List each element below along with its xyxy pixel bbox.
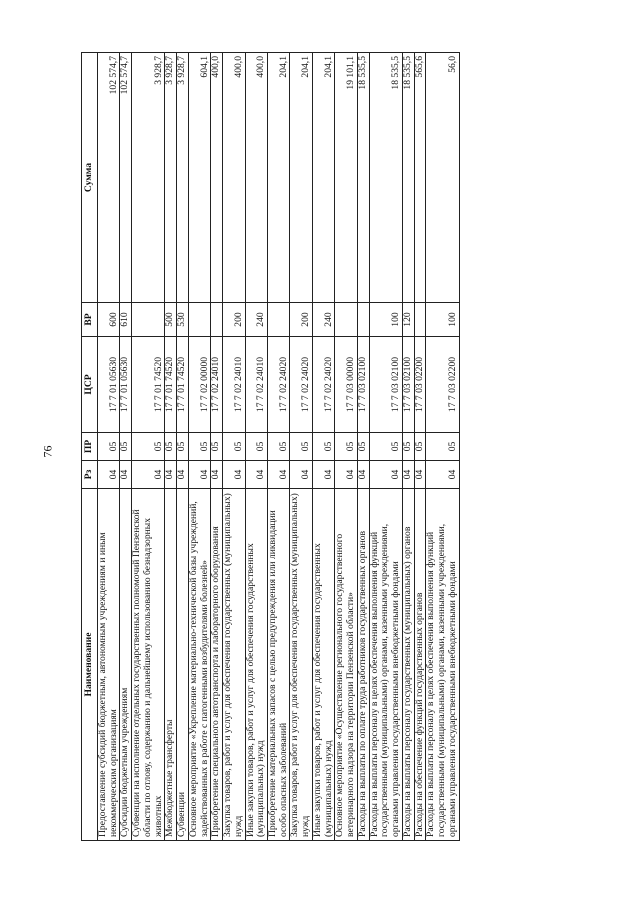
- header-vr: ВР: [82, 303, 98, 337]
- cell-rz: 04: [211, 461, 223, 489]
- table-row: [132, 53, 165, 841]
- budget-table: [81, 52, 460, 841]
- cell-name: Субсидии бюджетным учреждениям: [120, 489, 132, 841]
- cell-rz: 04: [132, 461, 165, 489]
- table-row: [165, 53, 177, 841]
- cell-vr: 500: [165, 303, 177, 337]
- cell-sum: 204,1: [290, 53, 312, 303]
- cell-csr: 17 7 03 00000: [335, 337, 357, 433]
- cell-name: Межбюджетные трансферты: [165, 489, 177, 841]
- cell-vr: [268, 303, 290, 337]
- cell-sum: 204,1: [312, 53, 334, 303]
- cell-sum: 18 535,5: [369, 53, 402, 303]
- cell-name: Закупка товаров, работ и услуг для обеспечения государственных (муниципальных) нужд: [223, 489, 245, 841]
- cell-sum: 400,0: [223, 53, 245, 303]
- header-rz: Рз: [82, 461, 98, 489]
- cell-sum: 19 101,1: [335, 53, 357, 303]
- cell-vr: 100: [426, 303, 459, 337]
- cell-rz: 04: [290, 461, 312, 489]
- cell-csr: 17 7 01 74520: [165, 337, 177, 433]
- cell-pr: 05: [211, 433, 223, 461]
- cell-sum: 56,0: [426, 53, 459, 303]
- table-row: [98, 53, 120, 841]
- table-row: [268, 53, 290, 841]
- table-row: [188, 53, 210, 841]
- cell-csr: 17 7 02 24010: [245, 337, 267, 433]
- table-row: [177, 53, 189, 841]
- table-row: [402, 53, 414, 841]
- cell-vr: [211, 303, 223, 337]
- cell-pr: 05: [165, 433, 177, 461]
- cell-name: Основное мероприятие «Укрепление материально-технической базы учреждений, задействованных в работе с патогенными возбудителями болезней»: [188, 489, 210, 841]
- table-row: [369, 53, 402, 841]
- cell-csr: 17 7 02 24020: [290, 337, 312, 433]
- cell-name: Иные закупки товаров, работ и услуг для обеспечения государственных (муниципальных) нужд: [245, 489, 267, 841]
- page-number: 76: [40, 445, 55, 458]
- cell-rz: 04: [369, 461, 402, 489]
- cell-vr: 530: [177, 303, 189, 337]
- cell-pr: 05: [290, 433, 312, 461]
- cell-vr: [357, 303, 369, 337]
- cell-pr: 05: [357, 433, 369, 461]
- cell-rz: 04: [426, 461, 459, 489]
- cell-rz: 04: [177, 461, 189, 489]
- table-row: [357, 53, 369, 841]
- cell-pr: 05: [426, 433, 459, 461]
- cell-pr: 05: [120, 433, 132, 461]
- cell-rz: 04: [188, 461, 210, 489]
- table-row: [414, 53, 426, 841]
- cell-pr: 05: [414, 433, 426, 461]
- cell-name: Закупка товаров, работ и услуг для обеспечения государственных (муниципальных) нужд: [290, 489, 312, 841]
- cell-rz: 04: [245, 461, 267, 489]
- cell-csr: 17 7 03 02200: [426, 337, 459, 433]
- cell-csr: 17 7 02 24020: [312, 337, 334, 433]
- cell-sum: 565,6: [414, 53, 426, 303]
- cell-vr: [335, 303, 357, 337]
- cell-name: Основное мероприятие «Осуществление регионального государственного ветеринарного надзора на территории Пензенской области»: [335, 489, 357, 841]
- cell-pr: 05: [223, 433, 245, 461]
- table-row: [211, 53, 223, 841]
- table-row: [335, 53, 357, 841]
- header-csr: ЦСР: [82, 337, 98, 433]
- cell-pr: 05: [98, 433, 120, 461]
- cell-rz: 04: [268, 461, 290, 489]
- cell-vr: [414, 303, 426, 337]
- table-row: [120, 53, 132, 841]
- cell-csr: 17 7 01 05630: [120, 337, 132, 433]
- cell-name: Субвенции на исполнение отдельных государственных полномочий Пензенской области по отлову, содержанию и дальнейшему использованию безнадзорных животных: [132, 489, 165, 841]
- table-row: [290, 53, 312, 841]
- cell-csr: 17 7 02 00000: [188, 337, 210, 433]
- rotated-page: [81, 53, 616, 841]
- header-name: Наименование: [82, 489, 98, 841]
- cell-vr: 240: [245, 303, 267, 337]
- cell-pr: 05: [335, 433, 357, 461]
- cell-csr: 17 7 03 02100: [402, 337, 414, 433]
- cell-vr: 200: [290, 303, 312, 337]
- cell-name: Расходы на выплаты персоналу в целях обеспечения выполнения функций государственными (муниципальными) органами, казенными учреждениями, органами управления государственными внебюджетными фондами: [426, 489, 459, 841]
- cell-sum: 400,0: [211, 53, 223, 303]
- cell-csr: 17 7 03 02200: [414, 337, 426, 433]
- cell-vr: 200: [223, 303, 245, 337]
- cell-pr: 05: [369, 433, 402, 461]
- cell-rz: 04: [223, 461, 245, 489]
- cell-sum: 18 535,5: [357, 53, 369, 303]
- cell-rz: 04: [98, 461, 120, 489]
- cell-name: Иные закупки товаров, работ и услуг для обеспечения государственных (муниципальных) нужд: [312, 489, 334, 841]
- cell-sum: 204,1: [268, 53, 290, 303]
- cell-name: Расходы на обеспечение функций государственных органов: [414, 489, 426, 841]
- cell-pr: 05: [312, 433, 334, 461]
- cell-name: Расходы на выплаты персоналу государственных (муниципальных) органов: [402, 489, 414, 841]
- cell-sum: 400,0: [245, 53, 267, 303]
- cell-vr: 240: [312, 303, 334, 337]
- table-body: [98, 53, 460, 841]
- cell-rz: 04: [402, 461, 414, 489]
- cell-sum: 3 928,7: [177, 53, 189, 303]
- cell-rz: 04: [312, 461, 334, 489]
- cell-vr: 600: [98, 303, 120, 337]
- cell-csr: 17 7 02 24010: [211, 337, 223, 433]
- cell-pr: 05: [402, 433, 414, 461]
- table-row: [223, 53, 245, 841]
- cell-csr: 17 7 02 24020: [268, 337, 290, 433]
- cell-vr: 610: [120, 303, 132, 337]
- cell-csr: 17 7 01 05630: [98, 337, 120, 433]
- table-row: [245, 53, 267, 841]
- cell-name: Предоставление субсидий бюджетным, автономным учреждениям и иным некоммерческим организациям: [98, 489, 120, 841]
- cell-rz: 04: [165, 461, 177, 489]
- cell-sum: 102 574,7: [120, 53, 132, 303]
- cell-pr: 05: [177, 433, 189, 461]
- cell-pr: 05: [188, 433, 210, 461]
- cell-rz: 04: [335, 461, 357, 489]
- cell-vr: 120: [402, 303, 414, 337]
- cell-vr: [188, 303, 210, 337]
- cell-csr: 17 7 03 02100: [357, 337, 369, 433]
- cell-rz: 04: [414, 461, 426, 489]
- cell-sum: 3 928,7: [165, 53, 177, 303]
- cell-name: Расходы на выплаты персоналу в целях обеспечения выполнения функций государственными (муниципальными) органами, казенными учреждениями, органами управления государственными внебюджетными фондами: [369, 489, 402, 841]
- cell-csr: 17 7 01 74520: [132, 337, 165, 433]
- header-sum: Сумма: [82, 53, 98, 303]
- table-row: [312, 53, 334, 841]
- cell-pr: 05: [268, 433, 290, 461]
- cell-sum: 604,1: [188, 53, 210, 303]
- header-pr: ПР: [82, 433, 98, 461]
- cell-vr: 100: [369, 303, 402, 337]
- cell-csr: 17 7 03 02100: [369, 337, 402, 433]
- cell-vr: [132, 303, 165, 337]
- cell-csr: 17 7 02 24010: [223, 337, 245, 433]
- cell-rz: 04: [120, 461, 132, 489]
- cell-sum: 102 574,7: [98, 53, 120, 303]
- cell-name: Приобретение специального автотранспорта и лабораторного оборудования: [211, 489, 223, 841]
- cell-rz: 04: [357, 461, 369, 489]
- cell-pr: 05: [132, 433, 165, 461]
- cell-csr: 17 7 01 74520: [177, 337, 189, 433]
- cell-pr: 05: [245, 433, 267, 461]
- cell-sum: 3 928,7: [132, 53, 165, 303]
- table-header-row: [82, 53, 98, 841]
- cell-name: Субвенции: [177, 489, 189, 841]
- cell-name: Расходы на выплаты по оплате труда работников государственных органов: [357, 489, 369, 841]
- cell-name: Приобретение материальных запасов с целью предупреждения или ликвидации особо опасных заболеваний: [268, 489, 290, 841]
- cell-sum: 18 535,5: [402, 53, 414, 303]
- table-row: [426, 53, 459, 841]
